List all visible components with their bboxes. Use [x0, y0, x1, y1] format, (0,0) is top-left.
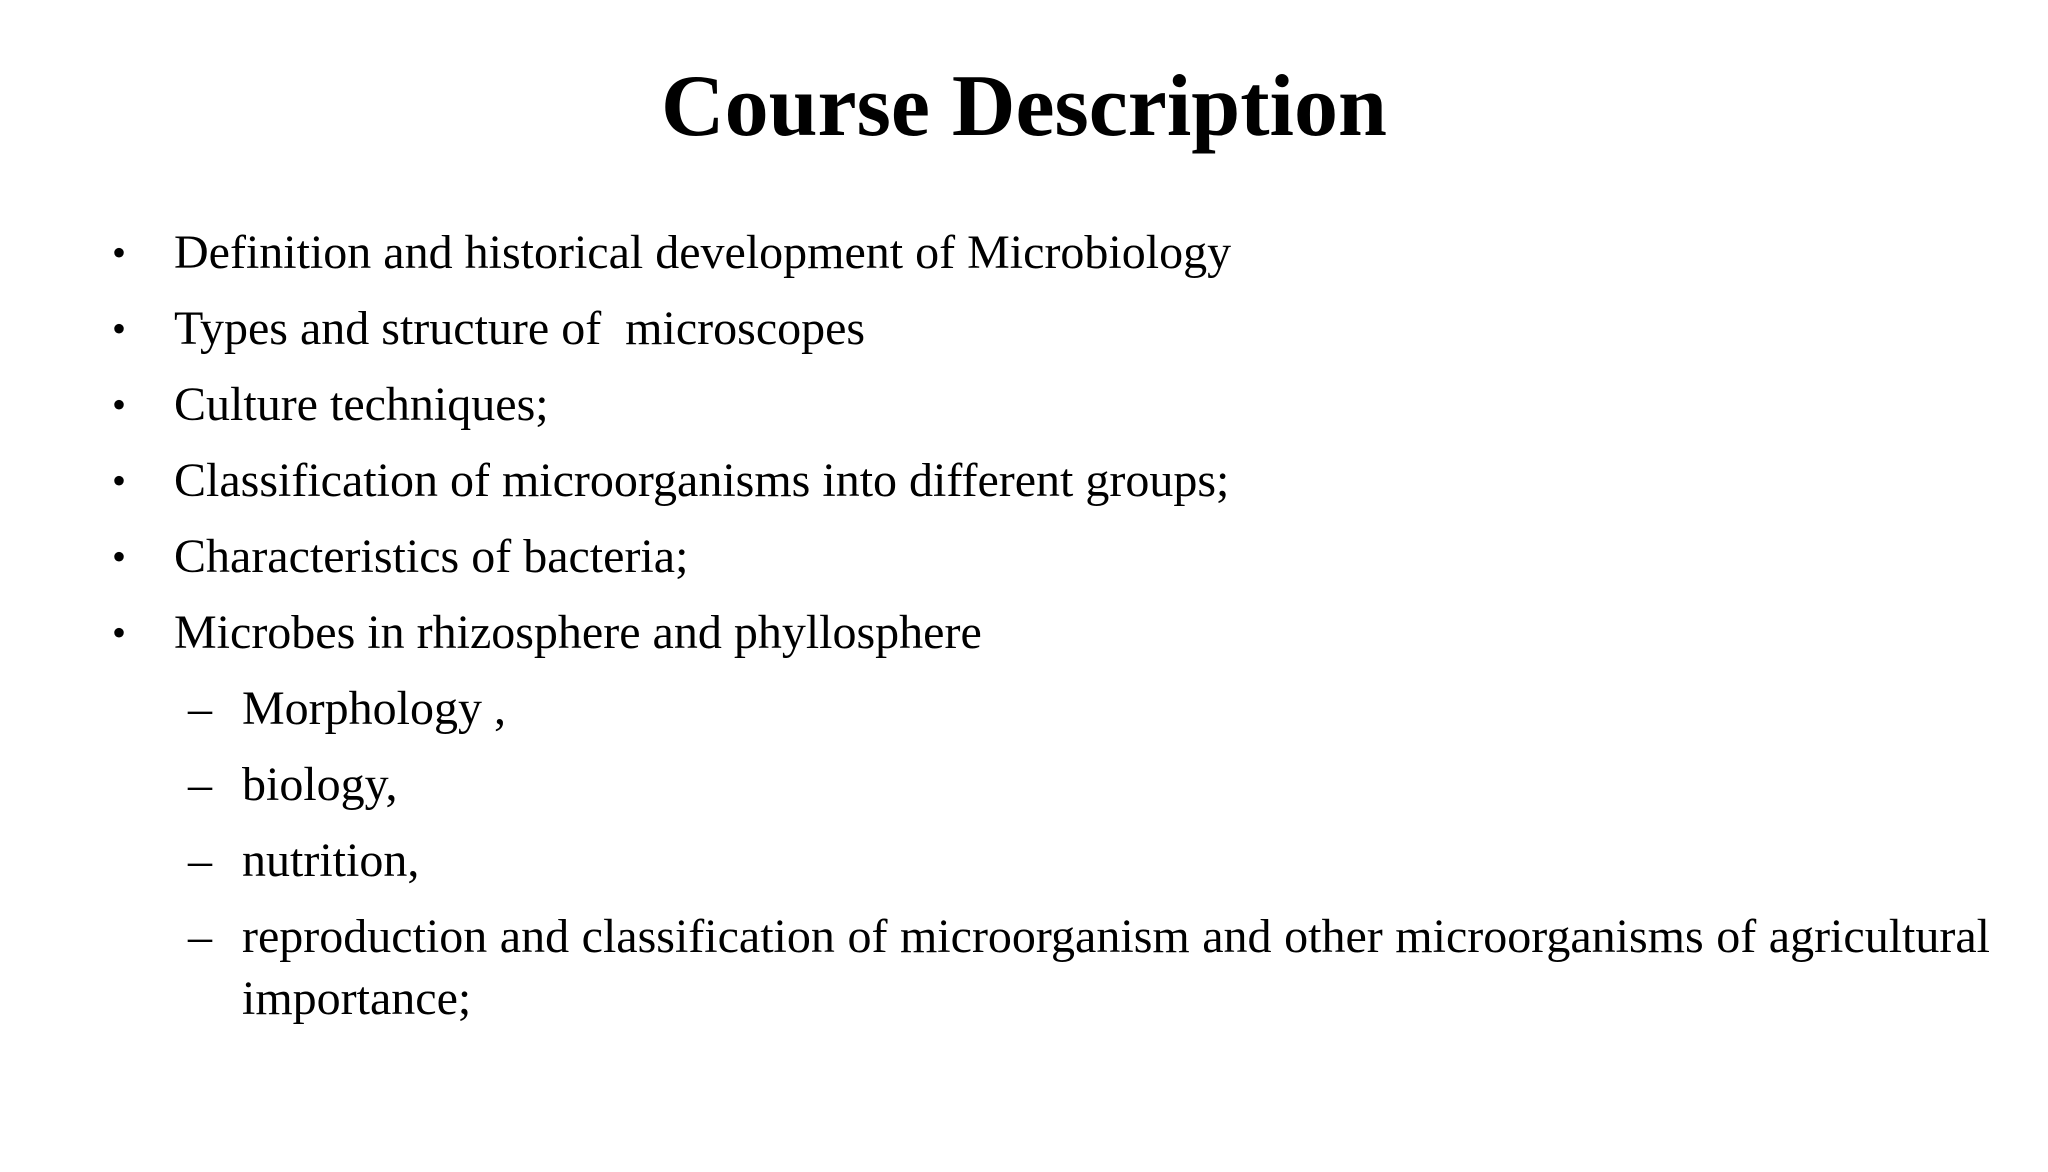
sub-bullet-marker: – — [188, 834, 212, 887]
bullet-item-classification — [110, 443, 1990, 519]
sub-bullet-marker: – — [188, 758, 212, 811]
bullet-item-microscopes — [110, 291, 1990, 367]
bullet-text: Culture techniques; — [174, 378, 549, 431]
sub-bullet-text: Morphology , — [242, 682, 506, 735]
sub-bullet-text: reproduction and classification of microorganism and other microorganisms of agricultural importance; — [242, 910, 1990, 1025]
bullet-text: Classification of microorganisms into different groups; — [174, 454, 1230, 507]
bullet-item-bacteria — [110, 519, 1990, 595]
sub-bullet-text: biology, — [242, 758, 398, 811]
sub-bullet-marker: – — [188, 682, 212, 735]
sub-bullet-marker: – — [188, 910, 212, 963]
sub-bullet-morphology — [110, 671, 1990, 747]
bullet-text: Characteristics of bacteria; — [174, 530, 689, 583]
sub-bullet-reproduction — [110, 899, 1990, 1030]
bullet-item-culture-techniques — [110, 367, 1990, 443]
bullet-marker: • — [112, 382, 127, 427]
sub-bullet-nutrition — [110, 823, 1990, 899]
bullet-marker: • — [112, 458, 127, 503]
bullet-marker: • — [112, 610, 127, 655]
sub-bullet-biology — [110, 747, 1990, 823]
bullet-item-microbes — [110, 595, 1990, 671]
bullet-text: Types and structure of microscopes — [174, 302, 866, 355]
bullet-marker: • — [112, 534, 127, 579]
slide-title: Course Description — [661, 58, 1387, 155]
bullet-text: Microbes in rhizosphere and phyllosphere — [174, 606, 982, 659]
bullet-item-microbiology-definition — [110, 215, 1990, 291]
bullet-list — [110, 215, 1990, 1030]
bullet-marker: • — [112, 230, 127, 275]
bullet-marker: • — [112, 306, 127, 351]
bullet-text: Definition and historical development of Microbiology — [174, 226, 1232, 279]
sub-bullet-text: nutrition, — [242, 834, 420, 887]
